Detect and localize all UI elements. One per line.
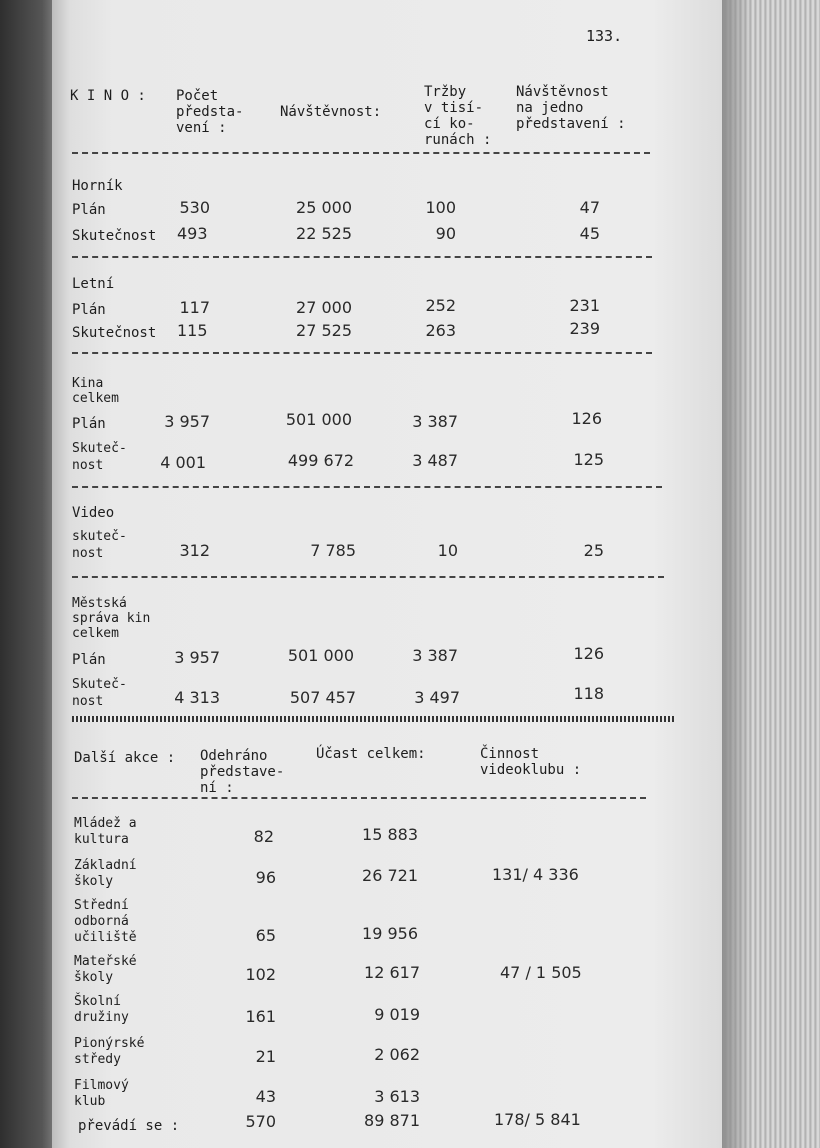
section-name: Letní [72, 276, 115, 292]
cell-na-jedno: 25 [583, 541, 604, 560]
cell-navstevnost: 507 457 [289, 688, 356, 707]
section-name: Horník [72, 178, 123, 194]
section-name: Městská správa kin celkem [72, 596, 151, 641]
section-name: Kina celkem [72, 376, 119, 406]
akce-cell-odehrano: 43 [255, 1087, 276, 1106]
akce-cell-odehrano: 161 [245, 1007, 276, 1026]
kino-col-header-navstevnost: Návštěvnost: [280, 104, 382, 120]
table-separator-double [72, 716, 676, 722]
row-label: Plán [72, 652, 106, 668]
akce-cell-ucast: 12 617 [364, 963, 420, 982]
kino-col-header-pocet: Počet předsta- vení : [176, 88, 244, 136]
akce-cell-video: 131/ 4 336 [492, 865, 579, 884]
akce-row-label: Mládež a kultura [74, 816, 137, 847]
cell-trzby: 252 [425, 296, 456, 315]
cell-trzby: 3 387 [412, 412, 458, 431]
akce-cell-ucast: 19 956 [362, 924, 418, 943]
akce-cell-ucast: 9 019 [374, 1005, 420, 1024]
book-gutter-shade [722, 0, 752, 1148]
cell-pocet: 117 [179, 298, 210, 317]
row-label: Plán [72, 416, 106, 432]
kino-col-header-trzby: Tržby v tisí- cí ko- runách : [424, 84, 492, 148]
cell-trzby: 3 487 [412, 451, 458, 470]
cell-trzby: 3 387 [412, 646, 458, 665]
cell-pocet: 4 001 [160, 453, 206, 472]
akce-row-label: Základní školy [74, 858, 137, 889]
cell-navstevnost: 499 672 [287, 451, 354, 470]
cell-navstevnost: 501 000 [285, 410, 352, 429]
page-number: 133. [586, 27, 623, 45]
akce-col-header-ucast: Účast celkem: [316, 746, 426, 762]
cell-pocet: 115 [177, 321, 208, 340]
cell-na-jedno: 239 [569, 319, 600, 338]
cell-trzby: 3 497 [414, 688, 460, 707]
cell-navstevnost: 22 525 [296, 224, 352, 243]
header-divider [72, 152, 650, 154]
row-label: Skutečnost [72, 228, 157, 244]
akce-cell-odehrano-total: 570 [245, 1112, 276, 1131]
cell-na-jedno: 118 [573, 684, 604, 703]
akce-cell-ucast-total: 89 871 [364, 1111, 420, 1130]
akce-col-header-video: Činnost videoklubu : [480, 746, 582, 778]
akce-cell-video-total: 178/ 5 841 [494, 1110, 581, 1129]
kino-header-label: K I N O : [70, 88, 146, 104]
akce-row-label-total: převádí se : [78, 1118, 180, 1134]
cell-navstevnost: 27 525 [296, 321, 352, 340]
section-divider [72, 576, 664, 578]
kino-col-header-na-jedno: Návštěvnost na jedno představení : [516, 84, 626, 132]
cell-pocet: 4 313 [174, 688, 220, 707]
akce-row-label: Pionýrské středy [74, 1036, 145, 1067]
akce-cell-ucast: 2 062 [374, 1045, 420, 1064]
row-label: skuteč- nost [72, 529, 127, 561]
akce-cell-odehrano: 21 [255, 1047, 276, 1066]
cell-na-jedno: 126 [571, 409, 602, 428]
cell-navstevnost: 7 785 [310, 541, 356, 560]
akce-cell-ucast: 26 721 [362, 866, 418, 885]
cell-trzby: 90 [435, 224, 456, 243]
row-label: Skuteč- nost [72, 677, 127, 709]
cell-pocet: 530 [179, 198, 210, 217]
akce-cell-odehrano: 96 [255, 868, 276, 887]
akce-col-header-odehrano: Odehráno představe- ní : [200, 748, 285, 796]
akce-cell-video: 47 / 1 505 [500, 963, 582, 982]
akce-row-label: Střední odborná učiliště [74, 898, 137, 945]
akce-row-label: Mateřské školy [74, 954, 137, 985]
cell-pocet: 493 [177, 224, 208, 243]
row-label: Plán [72, 202, 106, 218]
akce-row-label: Filmový klub [74, 1078, 129, 1109]
row-label: Skuteč- nost [72, 441, 127, 473]
akce-header-label: Další akce : [74, 750, 176, 766]
cell-na-jedno: 126 [573, 644, 604, 663]
cell-na-jedno: 231 [569, 296, 600, 315]
akce-cell-ucast: 15 883 [362, 825, 418, 844]
row-label: Skutečnost [72, 325, 157, 341]
section-name: Video [72, 505, 115, 521]
cell-na-jedno: 45 [579, 224, 600, 243]
cell-navstevnost: 501 000 [287, 646, 354, 665]
akce-cell-ucast: 3 613 [374, 1087, 420, 1106]
section-divider [72, 256, 652, 258]
cell-na-jedno: 47 [579, 198, 600, 217]
cell-navstevnost: 25 000 [296, 198, 352, 217]
akce-cell-odehrano: 82 [253, 827, 274, 846]
cell-trzby: 10 [437, 541, 458, 560]
akce-row-label: Školní družiny [74, 994, 129, 1025]
cell-trzby: 263 [425, 321, 456, 340]
akce-cell-odehrano: 65 [255, 926, 276, 945]
akce-header-divider [72, 797, 646, 799]
cell-pocet: 3 957 [164, 412, 210, 431]
scan-left-shadow [0, 0, 60, 1148]
cell-na-jedno: 125 [573, 450, 604, 469]
section-divider [72, 486, 662, 488]
akce-cell-odehrano: 102 [245, 965, 276, 984]
cell-pocet: 3 957 [174, 648, 220, 667]
row-label: Plán [72, 302, 106, 318]
cell-navstevnost: 27 000 [296, 298, 352, 317]
section-divider [72, 352, 652, 354]
cell-pocet: 312 [179, 541, 210, 560]
cell-trzby: 100 [425, 198, 456, 217]
